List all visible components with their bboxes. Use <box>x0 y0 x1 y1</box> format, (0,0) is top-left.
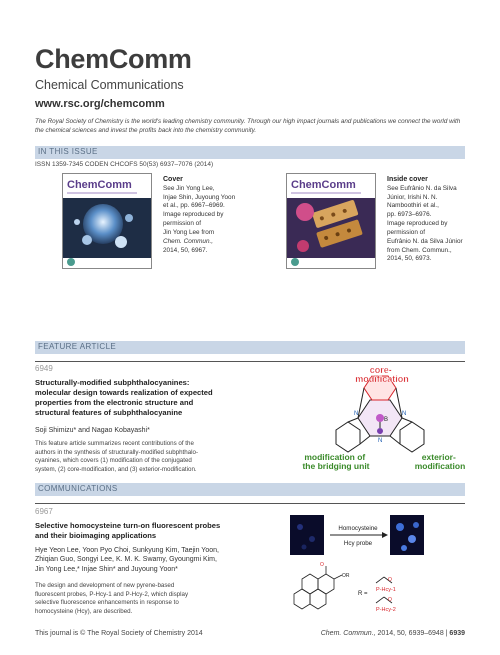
title-line: and their bioimaging applications <box>35 530 157 540</box>
cover-caption-line: Image reproduced by <box>387 220 448 228</box>
section-label: COMMUNICATIONS <box>38 484 118 493</box>
svg-text:modification of the bridgi <box>302 452 369 471</box>
cover-logo: ChemComm <box>291 179 356 191</box>
journal-brand: ChemComm <box>35 44 192 74</box>
cover-caption-line: Namboothiri et al., <box>387 202 439 210</box>
arrow-head-icon <box>382 532 388 538</box>
rsc-tagline: The Royal Society of Chemistry is the world's leading chemistry community. Through our high impact journals and publications we connect the world with the chemical sciences and invest the profits back into the chemistry community. <box>35 118 461 135</box>
cover-caption-title: Inside cover <box>387 176 428 183</box>
abstract-line: cyanines, which covers (1) modification of the conjugated <box>35 457 192 465</box>
svg-text:B: B <box>384 417 389 423</box>
footer-page-number: 6939 <box>449 630 465 637</box>
svg-text:O: O <box>320 562 324 568</box>
cell-image-before <box>290 515 324 555</box>
journal-subtitle: Chemical Communications <box>35 78 184 92</box>
exterior-label-2: modification <box>414 461 466 471</box>
footer-rest: 2014, 50, 6939–6948 | <box>375 630 450 637</box>
cover-caption-line: et al., pp. 6967–6969. <box>163 202 225 210</box>
cover-caption-line: Chem. Commun., <box>163 237 214 245</box>
author-line: Zhiqian Guo, Songyi Lee, K. M. K. Swamy, Gyoungmi Kim, <box>35 556 217 564</box>
cover-caption-line: Júnior, Irishi N. N. <box>387 193 438 201</box>
cell-image-after <box>390 515 424 555</box>
arrow-label-bottom: Hcy probe <box>343 540 373 547</box>
cover-image-left[interactable] <box>62 173 152 269</box>
cover-caption-line: Eufrânio N. da Silva Júnior <box>387 237 463 245</box>
abstract-line: fluorescent probes, P-Hcy-1 and P-Hcy-2, which display <box>35 590 189 598</box>
svg-text:exterior- modification <box>415 452 466 471</box>
exterior-label-1: exterior- <box>421 452 456 462</box>
article-page-number: 6949 <box>35 364 53 373</box>
probe-graphic <box>290 513 470 623</box>
arrow-label-top: Homocysteine <box>338 525 378 532</box>
svg-text:N: N <box>378 438 383 444</box>
footer-citation <box>321 630 465 637</box>
section-label: FEATURE ARTICLE <box>38 342 117 351</box>
cover-caption-line: Image reproduced by <box>163 211 224 219</box>
title-line: molecular design towards realization of expected <box>35 387 213 397</box>
section-rule <box>35 503 465 504</box>
cover-caption-left <box>163 175 263 255</box>
svg-text:O: O <box>388 597 392 603</box>
svg-text:N: N <box>354 411 359 417</box>
cover-image-right[interactable] <box>286 173 376 269</box>
svg-text:O: O <box>388 577 392 583</box>
section-band-feature-article <box>35 341 465 354</box>
footer-copyright: This journal is © The Royal Society of Chemistry 2014 <box>35 630 203 637</box>
cover-artwork-right <box>287 174 376 269</box>
article-title[interactable] <box>35 378 275 417</box>
section-label: IN THIS ISSUE <box>38 147 98 156</box>
abstract-line: system, (2) core-modification, and (3) exterior-modification. <box>35 465 197 473</box>
cover-caption-line: See Eufrânio N. da Silva <box>387 184 457 192</box>
core-modification-label-1: core- <box>369 365 392 375</box>
cover-caption-line: Jin Yong Lee from <box>163 228 215 236</box>
cover-caption-line: Injae Shin, Juyoung Yoon <box>163 193 236 201</box>
cover-caption-line: pp. 6973–6976. <box>387 211 432 219</box>
article-abstract <box>35 440 275 474</box>
abstract-line: homocysteine (Hcy), are described. <box>35 607 133 615</box>
axial-ligand-atom <box>377 428 383 434</box>
cover-caption-line: 2014, 50, 6973. <box>387 255 432 263</box>
section-band-in-this-issue <box>35 146 465 159</box>
pyrene-structure <box>294 566 342 609</box>
title-line: properties from the electronic structure and <box>35 397 194 407</box>
cover-caption-line: 2014, 50, 6967. <box>163 246 208 254</box>
abstract-line: The design and development of new pyrene-based <box>35 582 175 589</box>
probe-label-2: P-Hcy-2 <box>376 607 396 613</box>
core-modification-label-2: modification <box>355 374 409 384</box>
issn-line: ISSN 1359-7345 CODEN CHCOFS 50(53) 6937–7076 (2014) <box>35 161 214 168</box>
abstract-line: selective fluorescence enhancements in response to <box>35 599 179 607</box>
article-title[interactable] <box>35 521 285 541</box>
article-page-number: 6967 <box>35 507 53 516</box>
cover-caption-line: permission of <box>387 228 426 236</box>
abstract-line: authors in the synthesis of structurally-modified subphthalo- <box>35 448 199 456</box>
cover-caption-line: See Jin Yong Lee, <box>163 184 215 192</box>
bridging-label-2: the bridging unit <box>302 461 370 471</box>
cover-caption-right <box>387 175 495 264</box>
cover-caption-line: from Chem. Commun., <box>387 246 452 254</box>
cover-logo: ChemComm <box>67 179 132 191</box>
probe-label-1: P-Hcy-1 <box>376 587 396 593</box>
author-line: Jin Yong Lee,* Injae Shin* and Juyoung Yoon* <box>35 565 178 573</box>
cover-caption-line: permission of <box>163 220 202 228</box>
section-band-communications <box>35 483 465 496</box>
article-authors: Soji Shimizu* and Nagao Kobayashi* <box>35 427 150 434</box>
author-line: Hye Yeon Lee, Yoon Pyo Choi, Sunkyung Kim, Taejin Yoon, <box>35 547 219 554</box>
boron-center-atom <box>376 414 384 422</box>
abstract-line: This feature article summarizes recent contributions of the <box>35 440 194 447</box>
cover-caption-title: Cover <box>163 176 183 183</box>
svg-text:core- modification <box>355 365 409 384</box>
article-abstract <box>35 582 285 616</box>
subphthalocyanine-graphic <box>290 362 470 482</box>
title-line: structural features of subphthalocyanine <box>35 407 183 417</box>
svg-text:OR: OR <box>342 573 350 579</box>
article-authors <box>35 546 285 574</box>
cover-artwork-left <box>63 174 152 269</box>
title-line: Selective homocysteine turn-on fluorescent probes <box>35 521 221 530</box>
bridging-label-1: modification of <box>304 452 366 462</box>
title-line: Structurally-modified subphthalocyanines: <box>35 378 190 387</box>
svg-text:N: N <box>402 411 407 417</box>
footer-journal: Chem. Commun., <box>320 630 376 637</box>
r-group-label: R = <box>358 591 368 597</box>
journal-url[interactable]: www.rsc.org/chemcomm <box>35 98 165 110</box>
